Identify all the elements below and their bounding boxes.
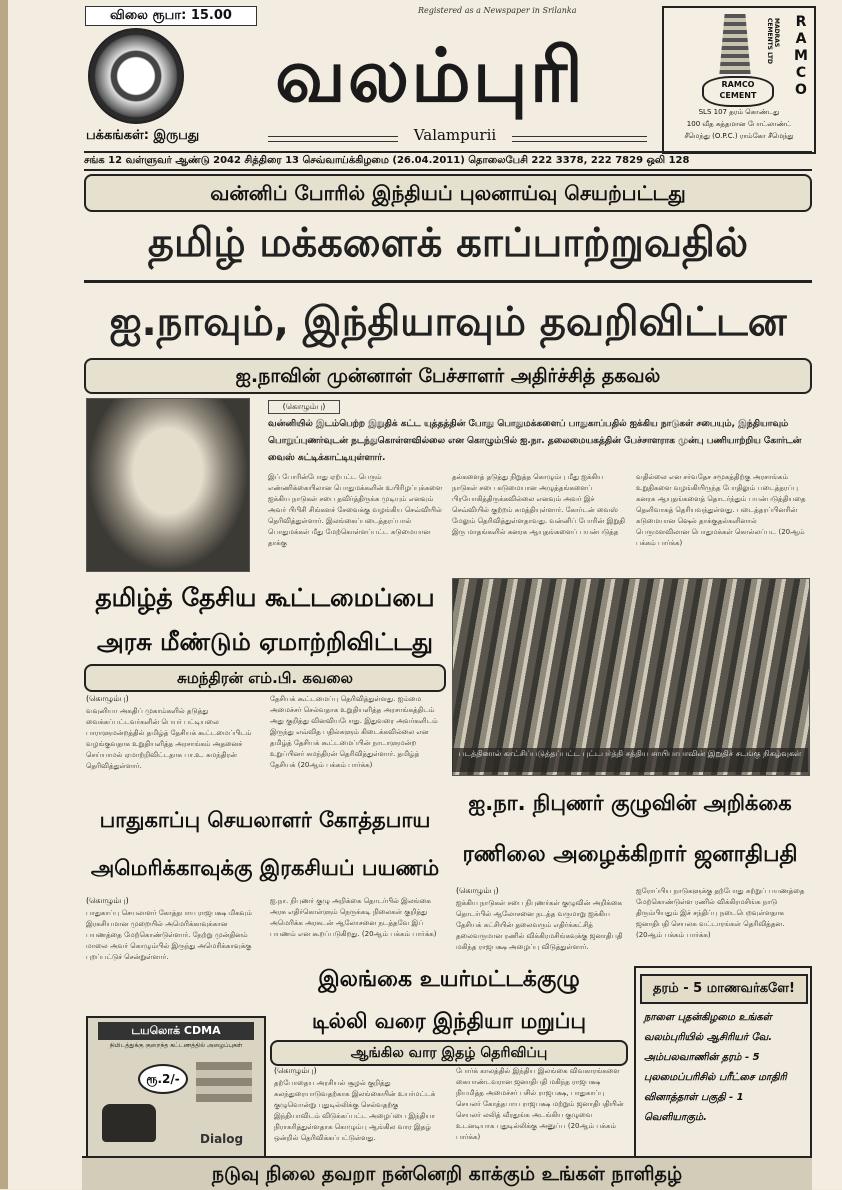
paper-edge <box>0 0 8 1189</box>
defence-headline-2: அமெரிக்காவுக்கு இரகசியப் பயணம் <box>90 856 440 880</box>
un-headline-1: ஐ.நா. நிபுணர் குழுவின் அறிக்கை <box>468 791 792 815</box>
defence-column-2: ஐ.நா. நிபுணர் குழு அறிக்கை தொடர்பில் இலங்கை அரசு எதிர்கொள்ளும் நெருக்கடி நிலைகள் குறித்து அமெரிக்க அரசுடன் ஆலோசனை நடத்தவே இப் பயணம் என கூறப்படுகிறது. (20ஆம் பக்கம் பார்க்க) <box>270 897 437 938</box>
lead-headline-2: ஐ.நாவும், இந்தியாவும் தவறிவிட்டன <box>109 299 787 345</box>
price-label: விலை ரூபா: 15.00 <box>85 6 257 26</box>
un-column-1: ஐக்கிய நாடுகள் சபை நிபுணர்கள் குழுவின் அறிக்கை தொடர்பில் ஆலோசனை நடத்த வருமாறு ஐக்கிய தேசியக் கட்சியின் தலைவரும் எதிர்க்கட்சித் தலைவருமான ரணில் விக்கிரமசிங்கவுக்கு ஜனாதிபதி மகிந்த ராஜபக்ஷ அழைப்பு விடுத்துள்ளார். <box>456 899 623 951</box>
lead-column-3: வதில்லை என சர்வதேச சமூகத்திற்கு அரசாங்கம் உறுதிகளை வழங்கியிருந்த போதிலும் படைத்தரப்பு கனரக ஆயுதங்களைத் தொடர்ந்தும் பயன்படுத்தியதை தெளிவாகத் தெரியவந்துள்ளது. படைத்தரப்பினரின் கடுமையான ஷெல் தாக்குதல்களினால் பெருமளவிலான பொதுமக்கள் கொல்லப்பட (20ஆம் பக்கம் பார்க்க) <box>636 473 806 547</box>
tna-column-1: வவுனியா அகதிப் முகாம்களில் தடுத்து வைக்கப்பட்டவர்களின் பெயர் பட்டியலை பாராளுமன்றத்தில் தமிழ்த் தேசியக் கூட்டமைப்பிடம் வழங்குவதாக உறுதியளித்த அரசாங்கம் அதனைச் செய்யாமல் ஏமாற்றிவிட்டதாக பா.உ. சுமந்திரன் தெரிவித்துள்ளார். <box>86 707 252 770</box>
ramco-logo: RAMCO CEMENT <box>702 76 774 107</box>
page-count: பக்கங்கள்: இருபது <box>86 128 200 143</box>
ramco-vertical-brand: RAMCO <box>794 14 808 98</box>
dateline-bar: சங்க 12 வள்ளுவர் ஆண்டு 2042 சித்திரை 13 செவ்வாய்க்கிழமை (26.04.2011) தொலைபேசி 222 3378, 222 7829 ஒலி 128 <box>84 151 812 171</box>
lanka-column-1: தற்போதைய அரசியல் சூழல் குறித்து கலந்துரையாடுவதற்காக இலங்கையின் உயர்மட்டக் குழுவொன்று புதுடில்லிக்கு செல்வதற்கு இந்தியாவிடம் விடுக்கப்பட்ட அழைப்பை இந்தியா நிராகரித்துள்ளதாக கொழும்பு ஆங்கில வார இதழ் ஒன்றில் தெரிவிக்கப்பட்டுள்ளது. <box>274 1079 436 1142</box>
lead-divider <box>84 280 812 283</box>
cdma-ad-subtitle: நிமிடத்துக்கு குறைந்த கட்டணத்தில் அழைப்புகள் <box>109 1042 243 1049</box>
lead-subhead: ஐ.நாவின் முன்னாள் பேச்சாளர் அதிர்ச்சித் தகவல் <box>84 358 812 394</box>
lanka-dateline: (கொழும்பு) <box>274 1066 317 1075</box>
newspaper-title: வலம்புரி <box>274 33 586 119</box>
photo-caption: படத்தினால் காட்சிப்படுத்தப்பட்ட புட்டபர்த்தி சத்திய சாயிபாபாவின் இறுதிச் சடங்கு நிகழ்வுகள் <box>452 748 808 772</box>
lead-intro: வன்னியில் இடம்பெற்ற இறுதிக் கட்ட யுத்தத்தின் போது பொதுமக்களைப் பாதுகாப்பதில் ஐக்கிய நாடுகள் சபையும், இந்தியாவும் பொறுப்புணர்வுடன் நடந்துகொள்ளவில்லை என கொழும்பில் ஐ.நா. தலைமையகத்தின் பேச்சாளராக முன்பு பணியாற்றிய கோர்டன் வைஸ் சுட்டிக்காட்டியுள்ளார். <box>268 419 802 463</box>
tna-dateline: (கொழும்பு) <box>86 694 129 703</box>
cdma-ad-title: டயலொக் CDMA <box>98 1022 254 1040</box>
ramco-cement-ad <box>662 6 816 154</box>
lanka-headline-1: இலங்கை உயர்மட்டக்குழு <box>318 967 580 992</box>
grade5-promo-box <box>634 966 812 1160</box>
grade5-promo-title: தரம் - 5 மாணவர்களே! <box>640 974 808 1004</box>
lanka-column-2: போர்க் காலத்தில் இந்திய இலங்கை விவகாரங்களை கையாண்டவரான ஜனாதிபதி மகிந்த ராஜபக்ஷ நியமித்த அமைச்சர் பசில் ராஜபக்ஷ, பாதுகாப்பு செயலர் கோத்தபாய ராஜபக்ஷ மற்றும் ஜனாதிபதியின் செயலர் லலித் வீரதுங்க அடங்கிய குழுவை உடனடியாக புதுடில்லிக்கு அனுப்ப (20ஆம் பக்கம் பார்க்க) <box>456 1067 624 1141</box>
temple-tower-icon <box>709 14 761 74</box>
lead-dateline: (கொழும்பு) <box>268 400 340 414</box>
defence-dateline: (கொழும்பு) <box>86 896 129 905</box>
english-name: Valampurii <box>413 126 497 144</box>
dialog-logo: Dialog <box>200 1132 244 1146</box>
un-column-2: ஐரோப்பிய நாடுகளுக்கு தற்போது சுற்றுப் பயணத்தை மேற்கொண்டுள்ள ரணில் விக்கிரமசிங்க நாடு திரும்பியதும் இச் சந்திப்பு நடைபெறவுள்ளதாக ஜனாதிபதி செயலக வட்டாரங்கள் தெரிவித்தன. (20ஆம் பக்கம் பார்க்க) <box>636 887 805 939</box>
tna-headline-1: தமிழ்த் தேசிய கூட்டமைப்பை <box>95 583 435 612</box>
lead-kicker: வன்னிப் போரில் இந்தியப் புலனாய்வு செயற்பட்டது <box>84 174 812 212</box>
cdma-price-badge: ரூ.2/- <box>138 1064 188 1094</box>
title-underline-right <box>512 136 647 142</box>
footer-slogan: நடுவு நிலை தவறா நன்னெறி காக்கும் உங்கள் நாளிதழ் <box>82 1156 812 1190</box>
tna-column-2: தேசியக் கூட்டமைப்பு தெரிவித்துள்ளது. ஐம்மை அமைச்சர் செல்வதாக உறுதியளித்த அரசாங்கத்திடம் அது குறித்து வினவியபோது. இதுவரை அவர்களிடம் இருந்து எவ்வித பதில்களும் கிடைக்கவில்லை என தமிழ்த் தேசியக் கூட்டமைப்பின் நாடாளுமன்ற உறுப்பினர் சுமந்திரன் தெரிவித்துள்ளார். தமிழ்த் தேசியக் (20ஆம் பக்கம் பார்க்க) <box>270 695 438 769</box>
gordon-weiss-photo <box>86 398 250 572</box>
ad-line-1: SLS 107 தரம் கொண்டது <box>698 108 780 116</box>
funeral-crowd-photo <box>452 578 810 776</box>
dialog-cdma-ad <box>86 1016 266 1158</box>
desk-phone-icon <box>102 1104 156 1142</box>
lanka-headline-2: டில்லி வரை இந்தியா மறுப்பு <box>311 1009 587 1033</box>
defence-headline-1: பாதுகாப்பு செயலாளர் கோத்தபாய <box>99 808 431 832</box>
company-name: MADRAS CEMENTS LTD <box>766 18 780 64</box>
tna-headline-2: அரசு மீண்டும் ஏமாற்றிவிட்டது <box>97 628 433 656</box>
un-headline-2: ரணிலை அழைக்கிறார் ஜனாதிபதி <box>462 842 798 867</box>
lead-headline-1: தமிழ் மக்களைக் காப்பாற்றுவதில் <box>147 220 749 266</box>
ad-line-3: சீமெந்து (O.P.C.) ராம்கோ சீமெந்து <box>684 132 794 140</box>
conch-emblem-icon <box>88 28 184 124</box>
un-dateline: (கொழும்பு) <box>456 886 499 895</box>
defence-column-1: பாதுகாப்பு செயலாளர் கோத்தபாய ராஜபக்ஷ மிகவும் இரகசியமான முறையில் அமெரிக்காவுக்கான பயணத்தை மேற்கொண்டுள்ளார். நேற்று முன்தினம் மாலை அவர் கொழும்பில் இருந்து அமெரிக்காவுக்கு புறப்பட்டுச் சென்றுள்ளார். <box>86 909 252 961</box>
tna-subhead: சுமந்திரன் எம்.பி. கவலை <box>84 664 446 692</box>
ad-line-2: 100 வீத சுத்தமான போட்லாண்ட் <box>686 120 792 128</box>
title-underline-left <box>268 136 398 142</box>
grade5-promo-text: நாளை புதன்கிழமை உங்கள் வலம்புரியில் ஆசிரியர் வே. அம்பலவாணின் தரம் - 5 புலமைப்பரிசில் பரீட்சை மாதிரி வினாத்தாள் பகுதி - 1 வெளியாகும். <box>644 1012 787 1123</box>
registered-note: Registered as a Newspaper in Srilanka <box>418 6 577 15</box>
lanka-subhead: ஆங்கில வார இதழ் தெரிவிப்பு <box>270 1040 628 1066</box>
lead-column-2: தல்களைத் தடுத்து நிறுத்த கொழும்பு மீது ஐக்கிய நாடுகள் சபை கடுமையான அழுத்தங்களைப் பிரயோகித்திருக்கவில்லை எனவும் அவர் இச் செவ்வியில் குற்றம் சுமத்தியுள்ளார். கோர்டன் வைஸ் மேலும் தெரிவித்துள்ளதாவது. வன்னிப் போரின் இறுதி இரு மாதங்களில் கனரக ஆயுதங்களைப் பயன்படுத்த <box>452 473 625 536</box>
flag-graphic <box>196 1062 252 1102</box>
lead-column-1: இப் போரின்போது ஏற்பட்ட பெரும் எண்ணிக்கையிலான பொதுமக்களின் உயிரிழப்புக்களை ஐக்கிய நாடுகள் சபை தவிர்த்திருக்க முடியும் எனவும் அவர் பிபிசி சிங்களச் சேவைக்கு வழங்கிய செவ்வியில் தெரிவித்துள்ளார். இலங்கைப்படைத்தரப்பால் பொதுமக்கள் மீது மேற்கொள்ளப்பட்ட கடுமையான தாக்கு <box>268 473 443 547</box>
